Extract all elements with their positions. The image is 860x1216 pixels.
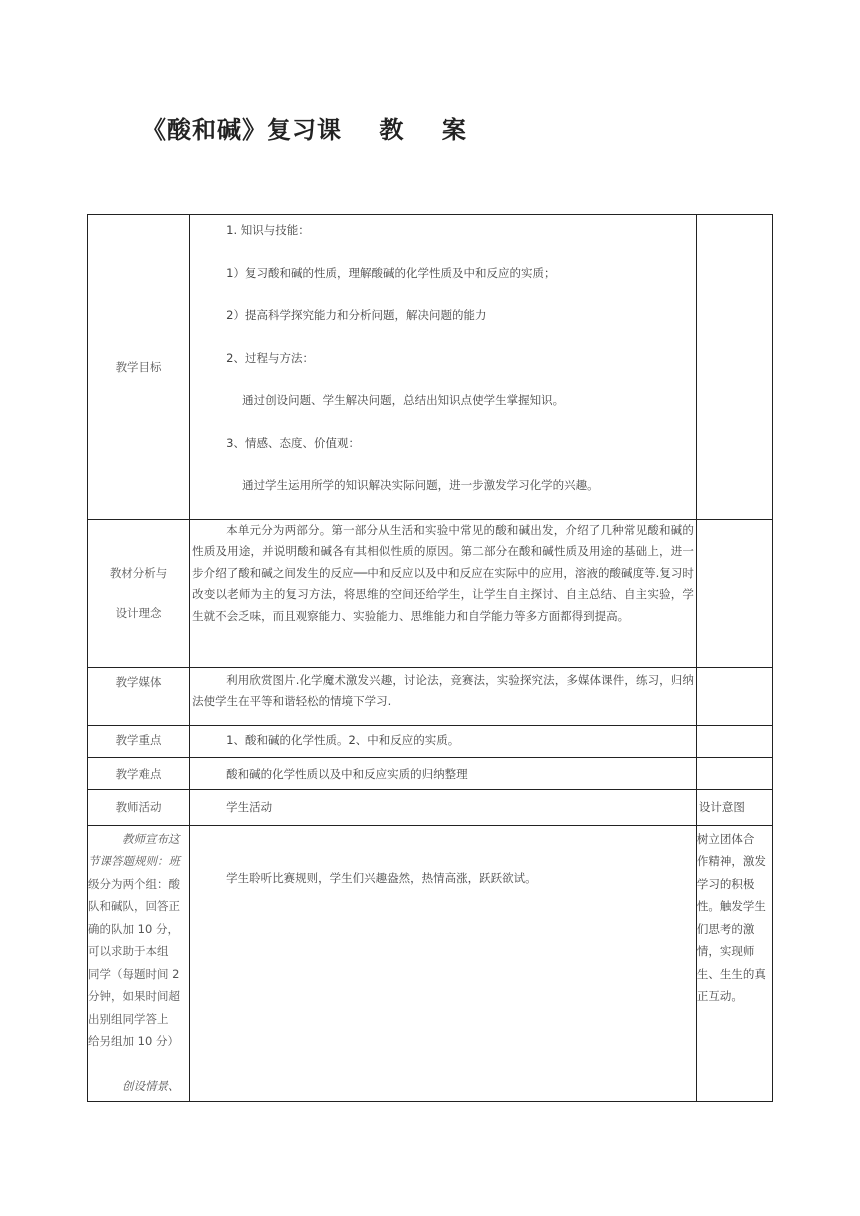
label-difficulty: [88, 757, 190, 789]
media-content: [190, 667, 697, 725]
teacher-line: 创设情景、: [122, 1078, 180, 1093]
teacher-line: 分钟，如果时间超: [88, 989, 180, 1003]
goal-line: 1. 知识与技能：: [226, 223, 310, 237]
intent-line: 学习的积极: [696, 876, 755, 891]
page-title: 《酸和碱》复习课 教 案: [142, 116, 467, 144]
teacher-line: 级分为两个组：酸: [88, 876, 180, 891]
difficulty-text: 酸和碱的化学性质以及中和反应实质的归纳整理: [226, 766, 468, 781]
key-points-content: [190, 725, 697, 757]
row-analysis: [88, 519, 773, 667]
empty-cell: [696, 667, 772, 725]
teacher-line: 教师宣布这: [122, 831, 180, 846]
row-media: [88, 667, 773, 725]
header-teacher-activity: [88, 789, 190, 825]
label-analysis-line1: 教材分析与: [109, 566, 168, 580]
goal-line: 1）复习酸和碱的性质，理解酸碱的化学性质及中和反应的实质；: [226, 265, 556, 280]
student-activity-text: 学生聆听比赛规则，学生们兴趣盎然，热情高涨，跃跃欲试。: [226, 870, 537, 885]
lesson-plan-table: [87, 214, 773, 1102]
row-key-points: [88, 725, 773, 757]
teacher-line: 出别组同学答上: [88, 1011, 169, 1026]
label-text: 教学难点: [115, 766, 162, 781]
intent-line: 树立团体合: [696, 831, 755, 846]
analysis-text: 本单元分为两部分。第一部分从生活和实验中常见的酸和碱出发，介绍了几种常见酸和碱的性质及用途，并说明酸和碱各有其相似性质的原因。第二部分在酸和碱性质及用途的基础上，进一步介绍了酸和碱之间发生的反应──中和反应以及中和反应在实际中的应用，溶液的酸碱度等.复习时改变以老师为主的复习方法，将思维的空间还给学生，让学生自主探讨、自主总结、自主实验，学生就不会乏味，而且观察能力、实验能力、思维能力和自学能力等多方面都得到提高。: [192, 522, 694, 623]
empty-cell: [696, 519, 772, 667]
goal-line: 通过学生运用所学的知识解决实际问题，进一步激发学习化学的兴趣。: [242, 478, 599, 492]
teacher-line: 节课答题规则：班: [88, 854, 180, 868]
teacher-activity-content: [88, 825, 190, 1101]
teacher-line: 可以求助于本组: [88, 944, 169, 958]
analysis-content: [190, 519, 697, 667]
intent-line: 生、生生的真: [696, 966, 766, 981]
label-text: 教学目标: [115, 359, 162, 374]
label-text: 教学重点: [115, 732, 162, 747]
teacher-line: 确的队加 10 分，: [88, 921, 179, 936]
difficulty-content: [190, 757, 697, 789]
design-intent-content: [696, 825, 772, 1101]
intent-line: 情，实现师: [696, 944, 755, 958]
goal-line: 2）提高科学探究能力和分析问题，解决问题的能力: [226, 308, 487, 322]
empty-cell: [696, 215, 772, 520]
media-text: 利用欣赏图片.化学魔术激发兴趣，讨论法，竞赛法，实验探究法，多媒体课件，练习，归纳法使学生在平等和谐轻松的情境下学习.: [192, 672, 694, 708]
intent-line: 正互动。: [696, 989, 743, 1003]
label-analysis: [88, 519, 190, 667]
header-student-activity: [190, 789, 697, 825]
intent-line: 作精神，激发: [696, 854, 766, 868]
label-teaching-goal: [88, 215, 190, 520]
teacher-line: 给另组加 10 分）: [88, 1034, 179, 1048]
row-teaching-goal: [88, 215, 773, 520]
label-text: 教学媒体: [115, 674, 162, 689]
teacher-line: 队和碱队，回答正: [88, 899, 180, 913]
header-design-intent: [696, 789, 772, 825]
student-activity-content: [190, 825, 697, 1101]
teaching-goal-content: [190, 215, 697, 520]
label-analysis-line2: 设计理念: [115, 606, 162, 620]
label-media: [88, 667, 190, 725]
goal-line: 3、情感、态度、价值观：: [226, 435, 360, 450]
label-text: 学生活动: [226, 799, 273, 814]
teacher-line: [88, 1053, 189, 1075]
key-points-text: 1、酸和碱的化学性质。2、中和反应的实质。: [226, 732, 460, 747]
row-activity: [88, 825, 773, 1101]
goal-line: 2、过程与方法：: [226, 350, 314, 365]
intent-line: 们思考的激: [696, 921, 755, 936]
goal-line: 通过创设问题、学生解决问题，总结出知识点使学生掌握知识。: [242, 393, 565, 407]
empty-cell: [696, 725, 772, 757]
label-text: 教师活动: [115, 799, 162, 814]
row-activity-header: [88, 789, 773, 825]
teacher-line: 同学（每题时间 2: [88, 966, 180, 981]
label-text: 设计意图: [698, 799, 745, 814]
row-difficulty: [88, 757, 773, 789]
intent-line: 性。触发学生: [696, 899, 766, 913]
label-key-points: [88, 725, 190, 757]
empty-cell: [696, 757, 772, 789]
